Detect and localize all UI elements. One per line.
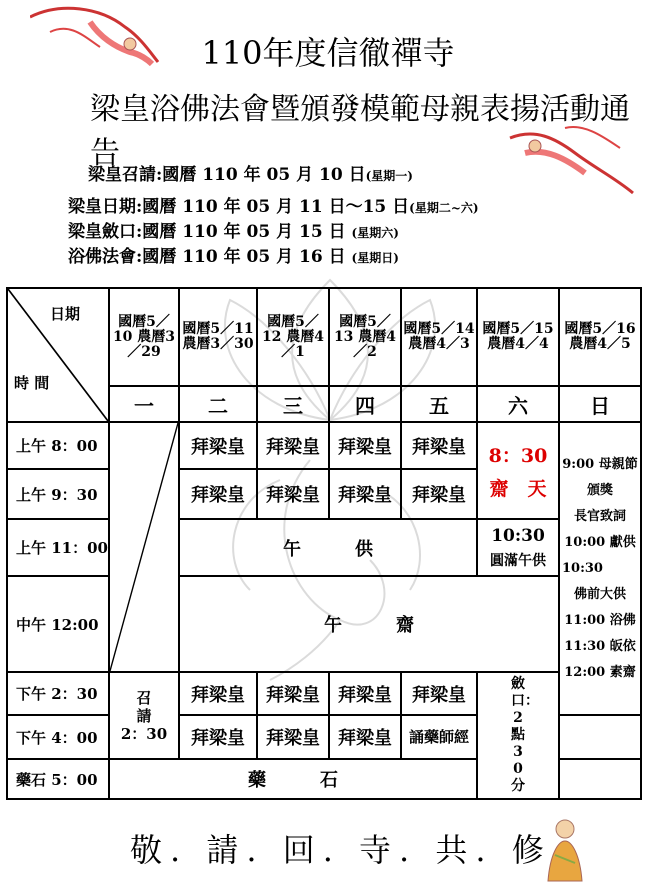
yaoshi-jing-cell: 誦藥師經: [401, 715, 477, 759]
task-cell: 拜梁皇: [257, 469, 329, 519]
schedule-line: 梁皇召請:國曆 110 年 05 月 10 日(星期一): [88, 165, 413, 185]
task-cell: 拜梁皇: [257, 422, 329, 469]
task-cell: 拜梁皇: [329, 422, 401, 469]
corner-time-label: 時 間: [14, 374, 50, 392]
weekday-header: 六: [477, 386, 559, 422]
time-cell: 下午 4：00: [7, 715, 109, 759]
page-subtitle: 梁皇浴佛法會暨頒發模範母親表揚活動通告: [90, 92, 630, 171]
wu-gong-cell: 午 供: [179, 519, 477, 576]
time-cell: 上午 8：00: [7, 422, 109, 469]
date-cell: 國曆5／16 農曆4／5: [559, 288, 641, 386]
weekday-header: 三: [257, 386, 329, 422]
schedule-line: 梁皇斂口:國曆 110 年 05 月 15 日 (星期六): [68, 222, 399, 242]
date-cell: 國曆5／11 農曆3／30: [179, 288, 257, 386]
zhaoqing-cell: 召請 2：30: [109, 672, 179, 759]
date-cell: 國曆5／10 農曆3／29: [109, 288, 179, 386]
corner-date-label: 日期: [49, 305, 80, 323]
schedule-line: 梁皇日期:國曆 110 年 05 月 11 日～15 日(星期二~六): [68, 197, 479, 217]
task-cell: 拜梁皇: [179, 672, 257, 715]
diagonal-line: [110, 423, 178, 671]
task-cell: 拜梁皇: [329, 672, 401, 715]
task-cell: 拜梁皇: [401, 672, 477, 715]
date-cell: 國曆5／14 農曆4／3: [401, 288, 477, 386]
weekday-header: 二: [179, 386, 257, 422]
weekday-header: 四: [329, 386, 401, 422]
task-cell: 拜梁皇: [257, 715, 329, 759]
task-cell: 拜梁皇: [329, 469, 401, 519]
page-title: 110年度信徹禪寺: [201, 34, 455, 72]
task-cell: 拜梁皇: [179, 715, 257, 759]
schedule-line: 浴佛法會:國曆 110 年 05 月 16 日 (星期日): [68, 247, 399, 267]
task-cell: 拜梁皇: [401, 469, 477, 519]
task-cell: 拜梁皇: [257, 672, 329, 715]
schedule-table: [6, 287, 642, 800]
date-cell: 國曆5／15 農曆4／4: [477, 288, 559, 386]
yaoshi-cell: 藥 石: [109, 759, 477, 799]
weekday-header: 一: [109, 386, 179, 422]
wu-zhai-cell: 午 齋: [179, 576, 559, 672]
date-cell: 國曆5／13 農曆4／2: [329, 288, 401, 386]
sunday-program-cell: 9:00 母親節 頒獎 長官致詞 10:00 獻供 10:30 佛前大供 11:00 浴佛 11:30 皈依 12:00 素齋: [559, 422, 641, 715]
weekday-header: 五: [401, 386, 477, 422]
task-cell: 拜梁皇: [401, 422, 477, 469]
saturday-afternoon-cell: 斂口：2點30分: [477, 672, 559, 799]
monday-blank-cell: [109, 422, 179, 672]
time-cell: 下午 2：30: [7, 672, 109, 715]
sunday-evening-cell: [559, 759, 641, 799]
time-cell: 上午 9：30: [7, 469, 109, 519]
task-cell: 拜梁皇: [329, 715, 401, 759]
task-cell: 拜梁皇: [179, 422, 257, 469]
saturday-morning-cell: 8：30 齋 天: [477, 422, 559, 519]
footer-invitation: 敬. 請. 回. 寺. 共. 修: [130, 831, 552, 869]
weekday-header: 日: [559, 386, 641, 422]
task-cell: 拜梁皇: [179, 469, 257, 519]
time-cell: 藥石 5：00: [7, 759, 109, 799]
date-cell: 國曆5／12 農曆4／1: [257, 288, 329, 386]
time-cell: 中午 12:00: [7, 576, 109, 672]
saturday-1030-cell: 10:30 圓滿午供: [477, 519, 559, 576]
corner-header-cell: [7, 288, 109, 422]
time-cell: 上午 11：00: [7, 519, 109, 576]
